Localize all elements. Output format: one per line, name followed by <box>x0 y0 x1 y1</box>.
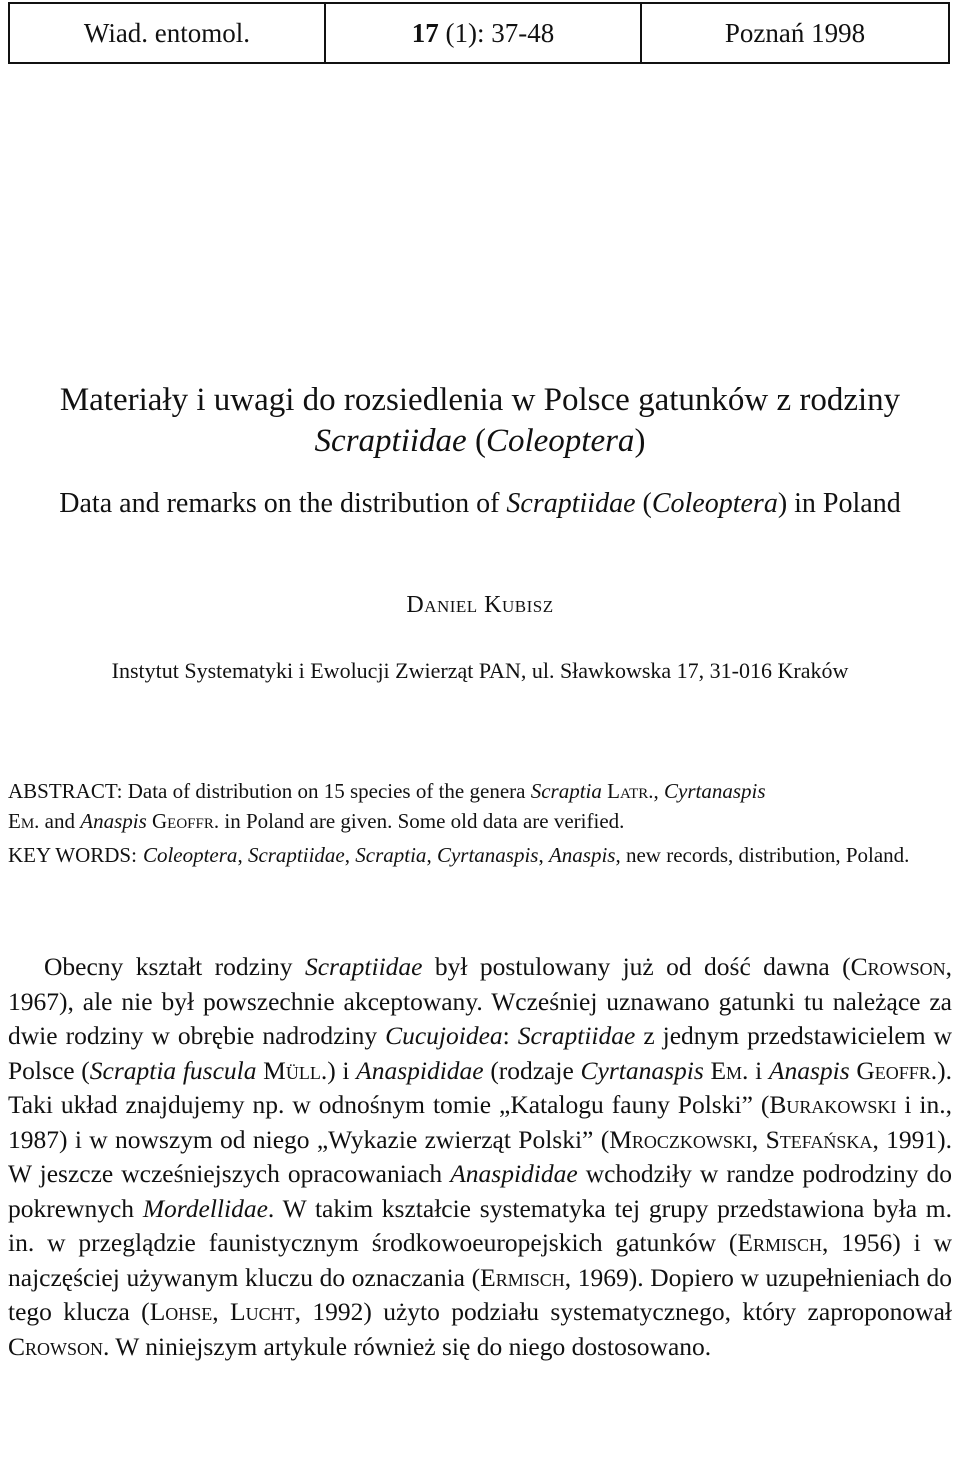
abstract-text: , <box>653 779 665 803</box>
citation-author: Crowson <box>8 1331 104 1361</box>
taxon-author: Geoffr. <box>152 809 220 833</box>
place-year: Poznań 1998 <box>724 17 866 48</box>
issue-pages: (1): 37-48 <box>445 17 555 48</box>
keywords <box>8 840 952 870</box>
genus-name: Cyrtanaspis <box>664 779 766 803</box>
body-text: (rodzaje <box>483 1055 581 1085</box>
subtitle-post: ) in Poland <box>777 488 901 519</box>
author-affiliation: Instytut Systematyki i Ewolucji Zwierząt PAN, ul. Sławkowska 17, 31-016 Kraków <box>111 658 849 683</box>
genus-name: Anaspis <box>80 809 147 833</box>
keyword: Anaspis <box>548 843 616 867</box>
abstract-text: and <box>39 809 81 833</box>
keyword: Coleoptera <box>142 843 238 867</box>
citation-author: Mroczkowski <box>609 1124 752 1154</box>
taxon-name: Anaspididae <box>356 1055 484 1085</box>
taxon-name: Cyrtanaspis <box>580 1055 704 1085</box>
citation-author: Stefańska <box>765 1124 873 1154</box>
abstract-label: ABSTRACT: <box>8 779 123 803</box>
body-text: . W niniejszym artykule również się do niego dostosowano. <box>103 1331 712 1361</box>
taxon-author: Latr. <box>607 779 654 803</box>
keywords-rest: , new records, distribution, Poland. <box>615 843 910 867</box>
keyword: Cyrtanaspis <box>436 843 539 867</box>
body-text: , <box>751 1124 766 1154</box>
keywords-label: KEY WORDS: <box>8 843 137 867</box>
body-text: , 1991). W jeszcze wcześniejszych opracowaniach <box>8 1124 953 1188</box>
citation-author: Lohse <box>149 1297 213 1326</box>
taxon-author: Em. <box>710 1055 749 1085</box>
abstract <box>8 776 952 836</box>
subtitle-family: Scraptiidae <box>506 488 636 519</box>
body-text: : <box>502 1021 518 1050</box>
taxon-author: Müll. <box>263 1055 328 1085</box>
body-text: , 1992) użyto podziału systematycznego, który zaproponował <box>294 1297 953 1326</box>
taxon-name: Scraptiidae <box>517 1021 636 1050</box>
body-text: , <box>212 1297 231 1326</box>
title-order: Coleoptera <box>485 423 635 459</box>
title-english <box>0 488 960 520</box>
subtitle-mid: ( <box>635 488 652 519</box>
body-text: i <box>748 1055 769 1085</box>
abstract-text: Data of distribution on 15 species of the genera <box>122 779 531 803</box>
body-text: i in., 1987) i w nowszym od niego „Wykazie zwierząt Polski” ( <box>8 1090 952 1154</box>
taxon-name: Scraptiidae <box>304 952 423 981</box>
taxon-name: Anaspididae <box>450 1159 578 1188</box>
body-text: był postulowany już od dość dawna ( <box>422 952 851 981</box>
genus-name: Scraptia <box>530 779 602 803</box>
abstract-text: in Poland are given. Some old data are verified. <box>219 809 625 833</box>
body-text: wchodziły w randze podrodziny do pokrewnych <box>8 1159 952 1223</box>
taxon-name: Cucujoidea <box>385 1021 503 1050</box>
body-text: ). Taki układ znajdujemy np. w odnośnym tomie „Katalogu fauny Polski” ( <box>8 1055 952 1119</box>
citation-author: Crowson <box>850 952 946 981</box>
volume-number: 17 <box>411 17 439 48</box>
body-text: ) i <box>327 1055 357 1085</box>
citation-author: Burakowski <box>769 1090 897 1119</box>
keyword: Scraptia <box>355 843 427 867</box>
title-paren-open: ( <box>466 423 486 459</box>
taxon-name: Anaspis <box>768 1055 850 1085</box>
body-text: Obecny kształt rodziny <box>44 952 305 981</box>
citation-author: Lucht <box>230 1297 295 1326</box>
taxon-author: Geoffr. <box>856 1055 938 1085</box>
title-paren-close: ) <box>634 423 646 459</box>
taxon-name: Mordellidae <box>142 1193 268 1223</box>
keyword: Scraptiidae <box>247 843 345 867</box>
title-family: Scraptiidae <box>314 423 467 459</box>
body-text: , 1956) i w najczęściej używanym kluczu do oznaczania ( <box>8 1228 952 1292</box>
taxon-name: Scraptia fuscula <box>89 1055 257 1085</box>
body-text: , 1967), ale nie był powszechnie akceptowany. Wcześniej uznawano gatunki tu należące za dwie rodziny w obrębie nadrodziny <box>8 952 952 1050</box>
subtitle-order: Coleoptera <box>651 488 778 519</box>
author-name: Daniel Kubisz <box>406 592 554 618</box>
journal-name: Wiad. entomol. <box>10 4 326 62</box>
body-text: z jednym przedstawicielem w Polsce ( <box>8 1021 952 1085</box>
subtitle-pre: Data and remarks on the distribution of <box>59 488 507 519</box>
body-text: . W takim kształcie systematyka tej grupy przedstawiona była m. in. w przeglądzie faunistycznym środkowoeuropejskich gatunków ( <box>8 1193 952 1257</box>
body-paragraph <box>8 950 952 1364</box>
journal-header <box>8 2 950 64</box>
keywords-list: Coleoptera, Scraptiidae, Scraptia, Cyrtanaspis, Anaspis, new records, distribution, Poland. <box>142 843 910 867</box>
taxon-author: Em. <box>8 809 40 833</box>
citation-author: Ermisch <box>737 1228 823 1257</box>
title-polish-line1: Materiały i uwagi do rozsiedlenia w Polsce gatunków z rodziny <box>59 382 901 418</box>
journal-volume <box>326 4 642 62</box>
citation-author: Ermisch <box>480 1262 565 1292</box>
title-polish-line2 <box>0 421 960 461</box>
body-text: , 1969). Dopiero w uzupełnieniach do tego klucza ( <box>8 1262 952 1326</box>
